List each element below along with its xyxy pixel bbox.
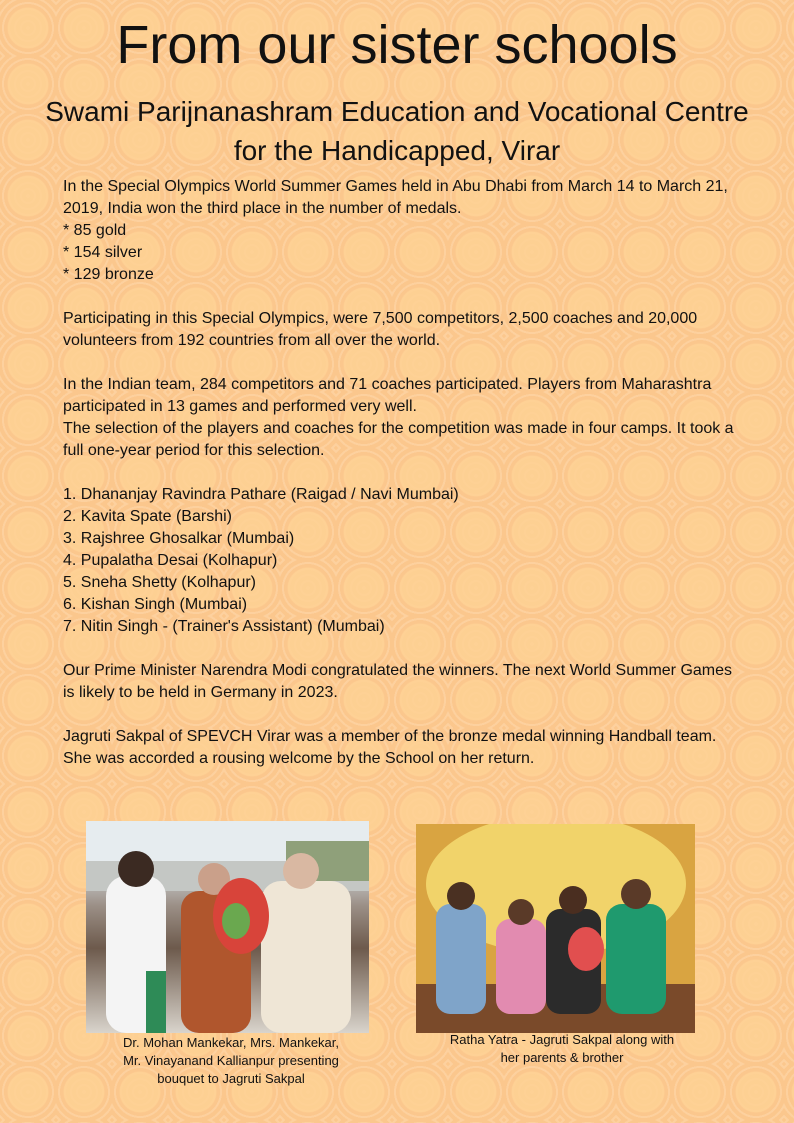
school-name-line-1: Swami Parijnanashram Education and Vocational Centre bbox=[45, 96, 749, 127]
ratha-yatra-photo bbox=[416, 824, 695, 1033]
medal-bronze: * 129 bronze bbox=[63, 266, 154, 283]
photo-caption-2 bbox=[436, 1031, 688, 1067]
player-list-item: 5. Sneha Shetty (Kolhapur) bbox=[63, 574, 257, 591]
player-list-item: 2. Kavita Spate (Barshi) bbox=[63, 508, 232, 525]
school-name-line-2: for the Handicapped, Virar bbox=[233, 135, 561, 166]
player-list-item: 6. Kishan Singh (Mumbai) bbox=[63, 596, 248, 613]
player-list-item: 4. Pupalatha Desai (Kolhapur) bbox=[63, 552, 278, 569]
player-list-item: 7. Nitin Singh - (Trainer's Assistant) (Mumbai) bbox=[63, 618, 385, 635]
photo-illustration bbox=[86, 821, 369, 1033]
bouquet-presentation-photo bbox=[86, 821, 369, 1033]
player-list-item: 3. Rajshree Ghosalkar (Mumbai) bbox=[63, 530, 295, 547]
caption-line: bouquet to Jagruti Sakpal bbox=[157, 1071, 305, 1086]
caption-line: Mr. Vinayanand Kallianpur presenting bbox=[123, 1053, 339, 1068]
selection-paragraph: The selection of the players and coaches for the competition was made in four camps. It took a full one-year period for this selection. bbox=[63, 420, 734, 459]
medal-silver: * 154 silver bbox=[63, 244, 143, 261]
pm-congratulations-paragraph: Our Prime Minister Narendra Modi congratulated the winners. The next World Summer Games is likely to be held in Germany in 2023. bbox=[63, 662, 733, 701]
page-title: From our sister schools bbox=[116, 15, 678, 75]
caption-line: her parents & brother bbox=[500, 1050, 624, 1065]
participation-paragraph: Participating in this Special Olympics, were 7,500 competitors, 2,500 coaches and 20,000 volunteers from 192 countries from all over the world. bbox=[63, 310, 698, 349]
player-list-item: 1. Dhananjay Ravindra Pathare (Raigad / Navi Mumbai) bbox=[63, 486, 459, 503]
intro-paragraph: In the Special Olympics World Summer Games held in Abu Dhabi from March 14 to March 21, 2019, India won the third place in the number of medals. bbox=[63, 178, 728, 217]
indian-team-paragraph: In the Indian team, 284 competitors and 71 coaches participated. Players from Maharashtra participated in 13 games and performed very well. bbox=[63, 376, 712, 415]
jagruti-paragraph: Jagruti Sakpal of SPEVCH Virar was a member of the bronze medal winning Handball team. She was accorded a rousing welcome by the School on her return. bbox=[63, 728, 717, 767]
caption-line: Dr. Mohan Mankekar, Mrs. Mankekar, bbox=[122, 1035, 340, 1050]
school-name-heading bbox=[30, 92, 764, 170]
photo-caption-1 bbox=[110, 1034, 352, 1088]
photo-illustration bbox=[416, 824, 695, 1033]
medal-gold: * 85 gold bbox=[63, 222, 127, 239]
caption-line: Ratha Yatra - Jagruti Sakpal along with bbox=[449, 1032, 675, 1047]
article-body bbox=[63, 176, 735, 770]
